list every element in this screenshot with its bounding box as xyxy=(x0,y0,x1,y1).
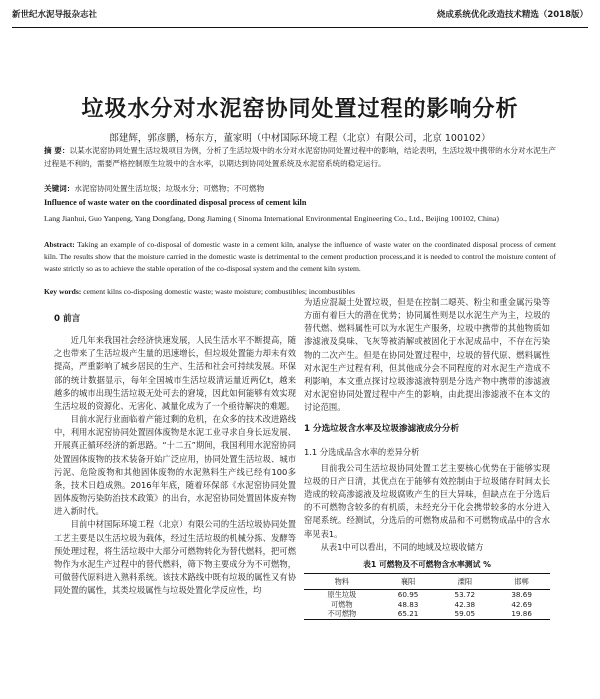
table-header-row xyxy=(304,573,550,589)
subsection-heading-1-1: 1.1 分选成品含水率的差异分析 xyxy=(304,446,420,457)
paragraph: 目前水泥行业面临着产能过剩的危机，在众多的技术改进路线中，利用水泥窑协同处置固体废物是水泥工业寻求自身长远发展、开展真正循环经济的新思路。“十二五”期间，我国利用水泥窑协同处置固体废物的技术装备开始广泛应用，协同处置生活垃圾、城市污泥、危险废物和其他固体废物的水泥熟料生产线已经有100多条，技术日趋成熟。2016年年底，随着环保部《水泥窑协同处置固体废物污染防治技术政策》的出台，水泥窑协同处置固体废弃物进入新时代。 xyxy=(54,414,296,517)
abstract-cn-text: 以某水泥窑协同处置生活垃圾项目为例，分析了生活垃圾中的水分对水泥窑协同处置过程中的影响，结论表明，生活垃圾中携带的水分对水泥生产过程是不利的，需要严格控制原生垃圾中的含水率，以期达到协同处置系统及水泥窑系统的稳定运行。 xyxy=(44,146,556,168)
abstract-en xyxy=(44,239,556,276)
table-header-cell: 溧阳 xyxy=(436,573,493,589)
abstract-cn-label: 摘 要： xyxy=(44,146,70,155)
keywords-cn xyxy=(44,183,556,194)
table-cell: 60.95 xyxy=(397,590,419,600)
section-heading-intro: 0 前言 xyxy=(54,314,81,324)
paper-title: 垃圾水分对水泥窑协同处置过程的影响分析 xyxy=(81,97,519,122)
abstract-en-text: Taking an example of co-disposal of domestic waste in a cement kiln, analyse the influence of waste water on the coordinated disposal process of cement kiln. The results show that the moisture carried in the domestic waste is detrimental to the cement production process,and it is needed to control the moisture content of waste strictly so as to achieve the stable operation of the co-disposal system and the cement kiln system. xyxy=(44,240,556,274)
right-column xyxy=(304,296,550,620)
keywords-cn-text: 水泥窑协同处置生活垃圾；垃圾水分；可燃物；不可燃物 xyxy=(74,184,265,193)
table-cell: 59.05 xyxy=(436,609,493,619)
abstract-cn xyxy=(44,145,556,170)
keywords-en-text: cement kilns co-disposing domestic waste; waste moisture; combustibles; incombustibles xyxy=(83,287,355,296)
table-cell: 可燃物 xyxy=(331,599,353,609)
authors-cn: 郎建辉，郭彦鹏，杨东方，董家明（中材国际环境工程（北京）有限公司，北京 100102） xyxy=(109,133,491,144)
table-cell: 65.21 xyxy=(380,609,437,619)
table-cell: 38.69 xyxy=(511,590,532,600)
table-cell: 原生垃圾 xyxy=(327,590,357,600)
table-header-cell: 物料 xyxy=(304,573,380,589)
paper-title-en: Influence of waste water on the coordinated disposal process of cement kiln xyxy=(44,198,307,207)
paragraph: 目前中材国际环境工程（北京）有限公司的生活垃圾协同处置工艺主要是以生活垃圾为载体，经过生活垃圾的机械分拣、发酵等预处理过程，将生活垃圾中大部分可燃物转化为替代燃料，把可燃物作为水泥生产过程中的替代燃料，筛下物主要成分为不可燃物，可做替代原料进入熟料系统。该技术路线中既有垃圾的属性又有协同处置的属性，其类垃圾属性与垃圾处置化学反应性，均 xyxy=(54,519,296,596)
table-cell: 42.69 xyxy=(511,599,532,609)
table-cell: 48.83 xyxy=(397,599,419,609)
keywords-cn-label: 关键词： xyxy=(44,184,75,193)
keywords-en-label: Key words: xyxy=(44,287,82,296)
table-cell: 不可燃物 xyxy=(304,609,380,619)
paragraph: 从表1中可以看出，不同的地域及垃圾收储方 xyxy=(320,541,484,552)
table-header-cell: 邯郸 xyxy=(493,573,550,589)
table-cell: 19.86 xyxy=(493,609,550,619)
table-row xyxy=(304,609,550,619)
table-caption: 表1 可燃物及不可燃物含水率测试 % xyxy=(363,559,491,569)
header-journal: 新世纪水泥导报杂志社 xyxy=(12,10,98,20)
authors-en: Lang Jianhui, Guo Yanpeng, Yang Dongfang, Dong Jiaming ( Sinoma International Environmental Engineering Co., Ltd., Beijing 100102, China) xyxy=(44,214,499,223)
table-header-cell: 襄阳 xyxy=(380,573,437,589)
section-heading-1: 1 分选垃圾含水率及垃圾渗滤液成分分析 xyxy=(304,424,460,435)
paragraph: 为适应混凝土处置垃圾，但是在控制二噁英、粉尘和重金属污染等方面有着巨大的潜在优势；协同属性则是以水泥生产为主，垃圾的替代燃、燃料属性可以为水泥生产服务，垃圾中携带的其他物质如渗滤液及臭味、飞灰等被消解或被固化于水泥成品中，不存在污染物的二次产生。但是在协同处置过程中，垃圾的替代原、燃料属性对水泥生产过程有利，但其他成分会不同程度的对水泥生产造成不利影响，本文重点探讨垃圾渗滤液特别是分选产物中携带的渗滤液对水泥窑协同处置过程中产生的影响，由此提出渗滤液不在本文的讨论范围。 xyxy=(304,297,550,413)
paragraph: 近几年来我国社会经济快速发展，人民生活水平不断提高，随之也带来了生活垃圾产生量的迅速增长，但垃圾处置能力却未有效提高，严重影响了城乡居民的生产、生活和社会可持续发展。环保部的统计数据显示，每年全国城市生活垃圾清运量近两亿t，越来越多的城市出现生活垃圾无处可去的窘境，因此如何能够有效实现生活垃圾的资源化、无害化、减量化成为了一个亟待解决的难题。 xyxy=(54,335,296,411)
table-cell: 42.38 xyxy=(454,599,476,609)
left-column xyxy=(54,307,296,597)
running-header xyxy=(12,8,588,22)
abstract-en-label: Abstract: xyxy=(44,240,75,249)
moisture-table xyxy=(304,573,550,620)
header-column: 烧成系统优化改造技术精选（2018版） xyxy=(436,10,588,20)
table-row xyxy=(304,590,550,600)
keywords-en xyxy=(44,287,556,296)
header-rule xyxy=(12,27,588,28)
table-cell: 53.72 xyxy=(454,590,476,600)
paragraph: 目前我公司生活垃圾协同处置工艺主要核心优势在于能够实现垃圾的日产日清，其优点在于能够有效控制由于垃圾储存时间太长造成的较高渗滤液及垃圾腐败产生的巨大异味，但缺点在于分选后的不可燃物含较多的有机质，未经充分干化会携带较多的水分进入窑尾系统。经测试，分选后的可燃物成品和不可燃物成品中的含水率见表1。 xyxy=(304,462,550,539)
table-row xyxy=(304,600,550,610)
